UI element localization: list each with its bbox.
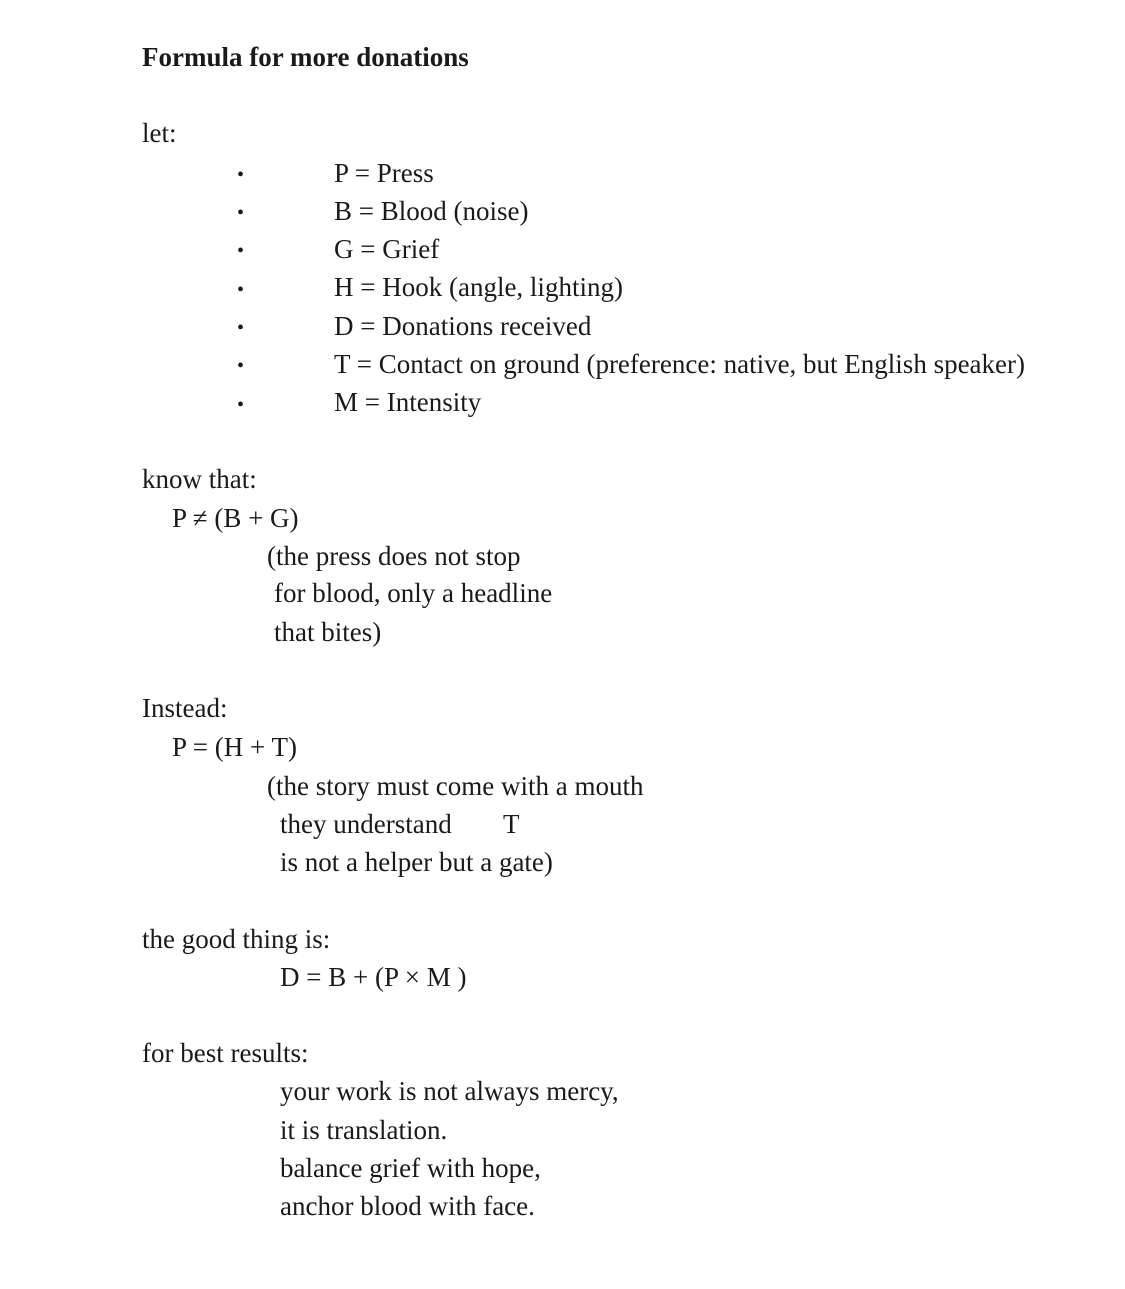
instead-note-line: (the story must come with a mouth bbox=[267, 771, 644, 801]
instead-note-variable: T bbox=[503, 809, 520, 839]
bullet-icon: • bbox=[237, 355, 245, 377]
best-results-line: anchor blood with face. bbox=[280, 1191, 535, 1221]
know-that-label: know that: bbox=[142, 464, 257, 494]
bullet-icon: • bbox=[237, 317, 245, 339]
instead-note-line: they understand bbox=[280, 809, 452, 839]
donations-formula: D = B + (P × M ) bbox=[280, 962, 467, 992]
know-that-note-line: (the press does not stop bbox=[267, 541, 521, 571]
instead-formula: P = (H + T) bbox=[172, 732, 297, 762]
definition-text: T = Contact on ground (preference: native, but English speaker) bbox=[334, 349, 1026, 379]
good-thing-label: the good thing is: bbox=[142, 924, 331, 954]
best-results-line: it is translation. bbox=[280, 1115, 448, 1145]
best-results-label: for best results: bbox=[142, 1038, 309, 1068]
bullet-icon: • bbox=[237, 394, 245, 416]
bullet-icon: • bbox=[237, 240, 245, 262]
know-that-formula: P ≠ (B + G) bbox=[172, 503, 299, 533]
bullet-icon: • bbox=[237, 164, 245, 186]
let-label: let: bbox=[142, 118, 177, 148]
know-that-note-line: for blood, only a headline bbox=[274, 578, 553, 608]
instead-label: Instead: bbox=[142, 693, 228, 723]
definition-text: G = Grief bbox=[334, 234, 440, 264]
definition-text: P = Press bbox=[334, 158, 434, 188]
definition-text: D = Donations received bbox=[334, 311, 592, 341]
best-results-line: your work is not always mercy, bbox=[280, 1076, 619, 1106]
know-that-note-line: that bites) bbox=[274, 617, 382, 647]
document-title: Formula for more donations bbox=[142, 42, 469, 72]
definition-text: M = Intensity bbox=[334, 387, 482, 417]
definition-text: H = Hook (angle, lighting) bbox=[334, 272, 623, 302]
bullet-icon: • bbox=[237, 279, 245, 301]
definition-text: B = Blood (noise) bbox=[334, 196, 529, 226]
bullet-icon: • bbox=[237, 202, 245, 224]
instead-note-line: is not a helper but a gate) bbox=[280, 847, 553, 877]
best-results-line: balance grief with hope, bbox=[280, 1153, 541, 1183]
